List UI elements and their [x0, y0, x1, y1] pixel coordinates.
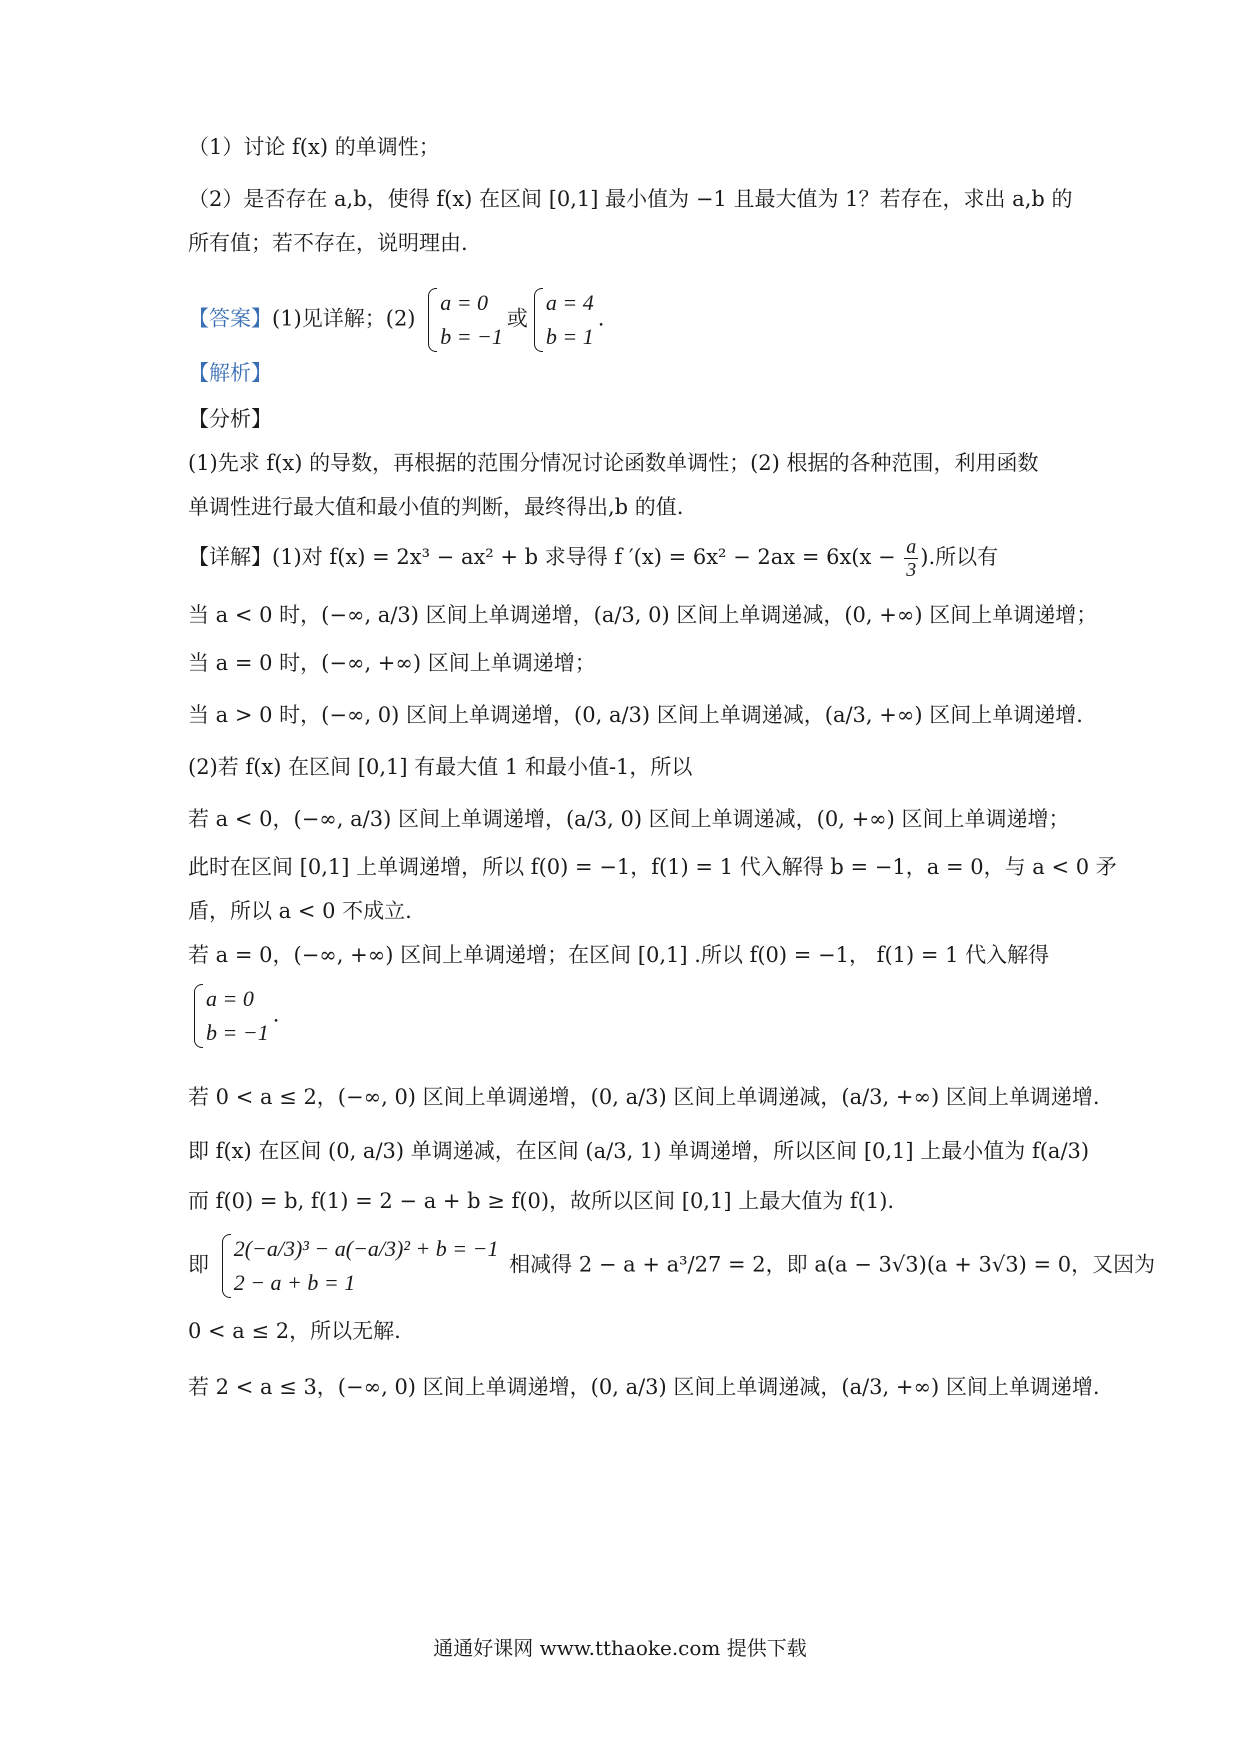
fenxi-line1: (1)先求 f(x) 的导数，再根据的范围分情况讨论函数单调性；(2) 根据的各种范围，利用函数 — [188, 451, 1039, 475]
case1-line3: 盾，所以 a < 0 不成立. — [188, 899, 412, 923]
case3-line1: 若 0 < a ≤ 2，(−∞, 0) 区间上单调递增，(0, a/3) 区间上单调递减，(a/3, +∞) 区间上单调递增. — [188, 1085, 1100, 1109]
answer-system-2 — [532, 286, 594, 354]
fraction-a-over-3: $\frac{a}{3}$ — [906, 536, 917, 581]
answer-sys2-eq2: b = 1 — [545, 324, 594, 349]
case2-sys-eq1: a = 0 — [206, 986, 254, 1011]
case3-line3: 而 f(0) = b, f(1) = 2 − a + b ≥ f(0)，故所以区间 [0,1] 上最大值为 f(1). — [188, 1189, 895, 1213]
answer-sys1-eq2: b = −1 — [440, 324, 503, 349]
case1-line2: 此时在区间 [0,1] 上单调递增，所以 f(0) = −1，f(1) = 1 代入解得 b = −1，a = 0，与 a < 0 矛 — [188, 855, 1117, 879]
case3-sys-post: 相减得 2 − a + a³/27 = 2，即 a(a − 3√3)(a + 3√3) = 0，又因为 — [509, 1252, 1156, 1277]
derivative-text: (1)对 f(x) = 2x³ − ax² + b 求导得 f ′(x) = 6x² − 2ax = 6x(x − — [272, 545, 896, 569]
xiangjie-tag: 【详解】 — [188, 545, 272, 569]
fenxi-tag: 【分析】 — [188, 407, 272, 431]
question-1: （1）讨论 f(x) 的单调性； — [188, 135, 440, 159]
case4-line1: 若 2 < a ≤ 3，(−∞, 0) 区间上单调递增，(0, a/3) 区间上单调递减，(a/3, +∞) 区间上单调递增. — [188, 1375, 1100, 1399]
answer-sys2-eq1: a = 4 — [545, 290, 594, 315]
answer-or: 或 — [506, 306, 528, 331]
part2-intro: (2)若 f(x) 在区间 [0,1] 有最大值 1 和最小值-1，所以 — [188, 755, 693, 779]
case3-system — [220, 1232, 499, 1300]
case2-system — [192, 982, 269, 1050]
case1-line1: 若 a < 0，(−∞, a/3) 区间上单调递增，(a/3, 0) 区间上单调递减，(0, +∞) 区间上单调递增； — [188, 807, 1070, 831]
case3-line5: 0 < a ≤ 2，所以无解. — [188, 1319, 401, 1343]
xiangjie-line1 — [188, 536, 998, 581]
case-a-positive: 当 a > 0 时，(−∞, 0) 区间上单调递增，(0, a/3) 区间上单调递减，(a/3, +∞) 区间上单调递增. — [188, 703, 1083, 727]
case3-sys-pre: 即 — [188, 1252, 209, 1277]
question-2-line2: 所有值；若不存在，说明理由. — [188, 231, 468, 255]
question-2-line1: （2）是否存在 a,b，使得 f(x) 在区间 [0,1] 最小值为 −1 且最大值为 1？若存在，求出 a,b 的 — [188, 187, 1073, 211]
case-a-zero: 当 a = 0 时，(−∞, +∞) 区间上单调递增； — [188, 651, 596, 675]
derivative-post: ).所以有 — [920, 545, 999, 569]
fenxi-line2: 单调性进行最大值和最小值的判断，最终得出,b 的值. — [188, 495, 684, 519]
case2-line1: 若 a = 0，(−∞, +∞) 区间上单调递增；在区间 [0,1] .所以 f(0) = −1， f(1) = 1 代入解得 — [188, 943, 1050, 967]
answer-line: 【答案】(1)见详解；(2) a = 0 b = −1 或 a = 4 b = 1 . — [188, 286, 604, 354]
answer-tag: 【答案】 — [188, 306, 272, 331]
case3-system-line — [188, 1232, 1155, 1300]
answer-sys1-eq1: a = 0 — [440, 290, 489, 315]
answer-text: (1)见详解；(2) — [272, 306, 416, 331]
case-a-negative: 当 a < 0 时，(−∞, a/3) 区间上单调递增，(a/3, 0) 区间上单调递减，(0, +∞) 区间上单调递增； — [188, 603, 1098, 627]
case2-system-line: a = 0 b = −1 . — [188, 982, 279, 1050]
case3-sys-eq2: 2 − a + b = 1 — [233, 1270, 356, 1295]
case2-sys-eq2: b = −1 — [206, 1020, 269, 1045]
case3-line2: 即 f(x) 在区间 (0, a/3) 单调递减，在区间 (a/3, 1) 单调递增，所以区间 [0,1] 上最小值为 f(a/3) — [188, 1139, 1090, 1163]
footer-credit: 通通好课网 www.tthaoke.com 提供下载 — [433, 1636, 807, 1660]
answer-system-1 — [426, 286, 503, 354]
case3-sys-eq1: 2(−a/3)³ − a(−a/3)² + b = −1 — [233, 1236, 499, 1261]
jiexi-tag: 【解析】 — [188, 361, 272, 385]
